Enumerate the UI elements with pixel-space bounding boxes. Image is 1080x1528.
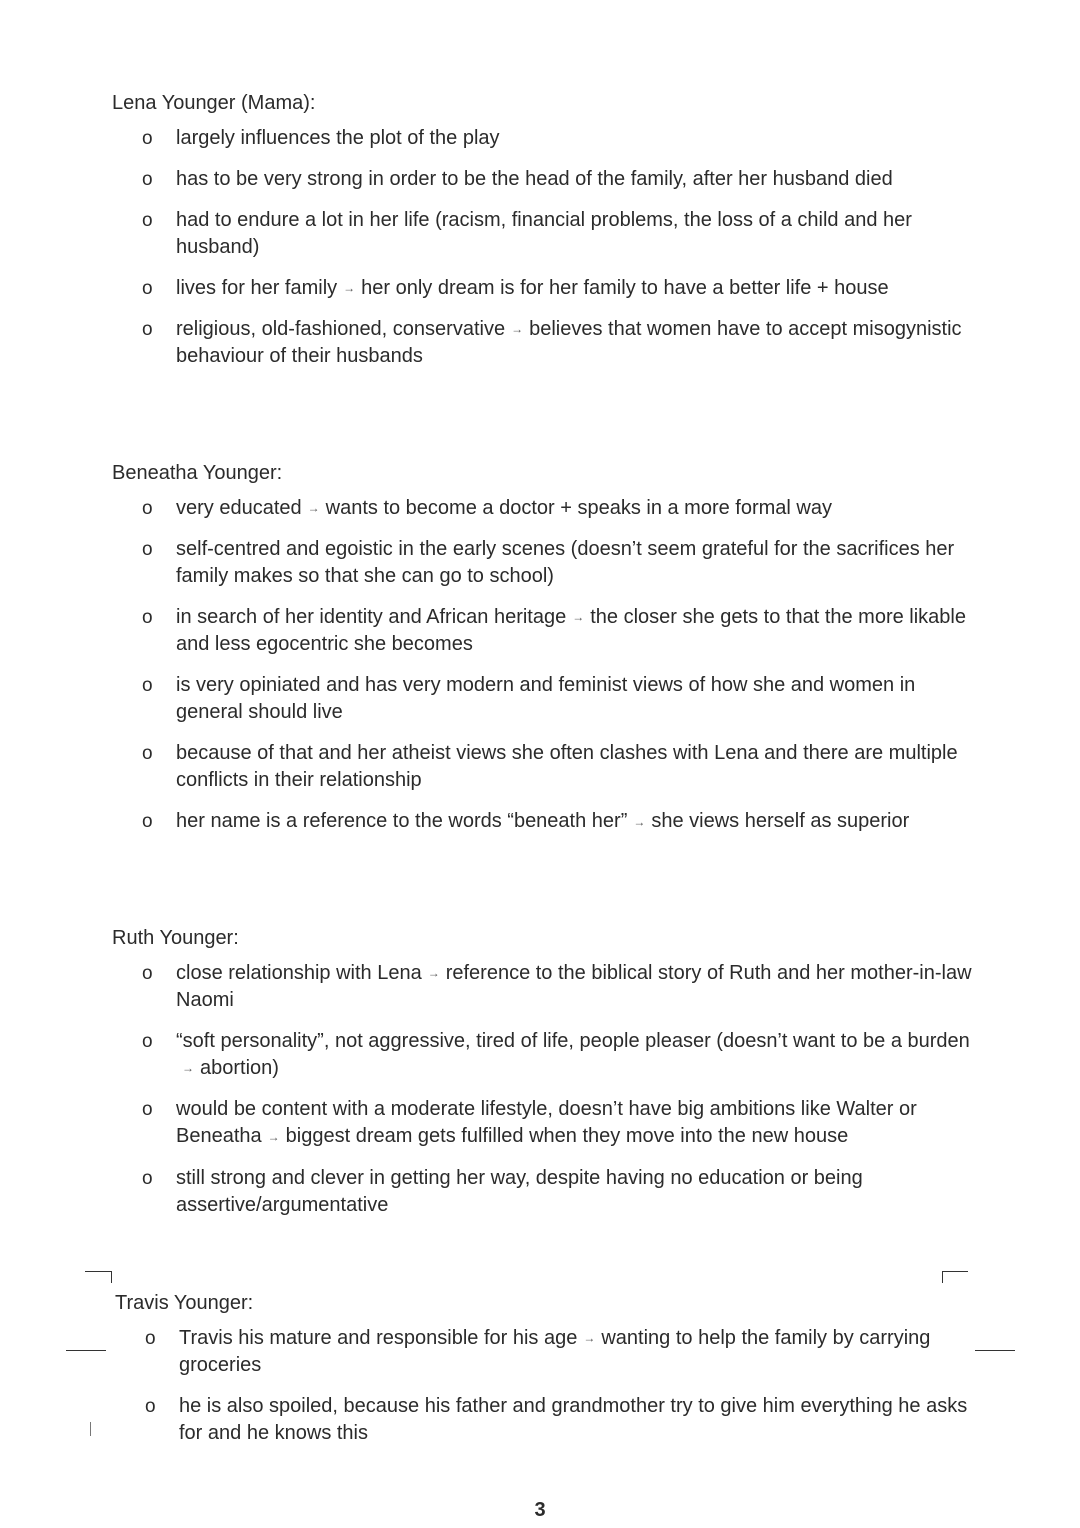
bullet-marker: o — [142, 1031, 153, 1053]
list-item — [112, 1028, 972, 1082]
arrow-icon: → — [633, 814, 646, 829]
item-text-continued: wanting to help the family by carrying groceries — [179, 1327, 931, 1377]
list-item — [112, 536, 972, 590]
list-item — [112, 125, 972, 152]
section-travis — [115, 1289, 975, 1461]
item-text: Travis his mature and responsible for his age — [179, 1327, 578, 1349]
bullet-marker: o — [142, 210, 153, 231]
bullet-list — [112, 960, 972, 1219]
list-item — [115, 1393, 975, 1447]
crop-mark-top-right — [942, 1271, 968, 1272]
bullet-marker: o — [142, 811, 153, 833]
section-title: Travis Younger: — [115, 1292, 254, 1314]
item-text-continued: the closer she gets to that the more likable and less egocentric she becomes — [176, 606, 966, 656]
bullet-marker: o — [142, 607, 153, 629]
arrow-icon: → — [572, 610, 585, 625]
item-text-continued: wants to become a doctor + speaks in a more formal way — [325, 497, 832, 519]
arrow-icon: → — [427, 966, 440, 981]
section-beneatha — [112, 459, 972, 850]
bullet-marker: o — [142, 278, 153, 299]
list-item — [112, 740, 972, 794]
item-text: largely influences the plot of the play — [176, 127, 500, 149]
bullet-list — [115, 1325, 975, 1447]
list-item — [112, 166, 972, 193]
bullet-marker: o — [142, 1099, 153, 1121]
bullet-marker: o — [142, 675, 153, 697]
bullet-marker: o — [142, 319, 153, 341]
list-item — [112, 316, 972, 370]
arrow-icon: → — [307, 501, 320, 516]
arrow-icon: → — [343, 281, 356, 296]
item-text-continued: she views herself as superior — [651, 810, 910, 833]
bullet-marker: o — [142, 963, 153, 984]
list-item — [112, 207, 972, 261]
arrow-icon: → — [583, 1331, 596, 1346]
section-title: Beneatha Younger: — [112, 462, 283, 484]
item-text-continued: biggest dream gets fulfilled when they move into the new house — [285, 1125, 849, 1148]
item-text: lives for her family — [176, 277, 338, 299]
list-item — [112, 1165, 972, 1219]
item-text: because of that and her atheist views she often clashes with Lena and there are multiple conflicts in their relationship — [176, 742, 958, 792]
item-text: “soft personality”, not aggressive, tired of life, people pleaser (doesn’t want to be a burden — [176, 1030, 970, 1053]
item-text-continued: abortion) — [200, 1057, 279, 1080]
list-item — [112, 275, 972, 302]
item-text: he is also spoiled, because his father and grandmother try to give him everything he asks for and he knows this — [179, 1395, 968, 1445]
list-item — [112, 1096, 972, 1150]
arrow-icon: → — [267, 1129, 280, 1144]
section-title: Lena Younger (Mama): — [112, 92, 316, 114]
page-number: 3 — [534, 1499, 546, 1521]
bullet-marker: o — [142, 128, 153, 149]
item-text-continued: believes that women have to accept misogynistic behaviour of their husbands — [176, 318, 962, 368]
bullet-marker: o — [145, 1328, 156, 1349]
item-text: is very opiniated and has very modern and feminist views of how she and women in general should live — [176, 674, 916, 724]
crop-mark-top-left-vertical — [111, 1271, 112, 1283]
bullet-marker: o — [142, 169, 153, 190]
list-item — [112, 960, 972, 1014]
section-ruth — [112, 924, 972, 1233]
bullet-list — [112, 495, 972, 836]
crop-mark-top-left — [85, 1271, 111, 1272]
item-text: her name is a reference to the words “beneath her” — [176, 810, 628, 833]
bullet-list — [112, 125, 972, 370]
section-title: Ruth Younger: — [112, 927, 239, 949]
item-text-continued: reference to the biblical story of Ruth and her mother-in-law Naomi — [176, 962, 972, 1012]
bullet-marker: o — [142, 539, 153, 561]
edge-mark-left — [90, 1422, 91, 1436]
section-lena — [112, 89, 972, 384]
bullet-marker: o — [142, 498, 153, 519]
list-item — [112, 808, 972, 835]
crop-mark-top-right-vertical — [942, 1271, 943, 1283]
bullet-marker: o — [142, 1167, 153, 1189]
bullet-marker: o — [145, 1396, 156, 1418]
item-text: had to endure a lot in her life (racism, financial problems, the loss of a child and her husband) — [176, 209, 912, 258]
item-text-continued: her only dream is for her family to have a better life + house — [361, 277, 889, 299]
item-text: still strong and clever in getting her way, despite having no education or being assertive/argumentative — [176, 1166, 863, 1216]
item-text: very educated — [176, 497, 302, 519]
list-item — [112, 604, 972, 658]
list-item — [112, 672, 972, 726]
margin-line-left — [66, 1350, 106, 1351]
item-text: close relationship with Lena — [176, 962, 422, 984]
margin-line-right — [975, 1350, 1015, 1351]
item-text: religious, old-fashioned, conservative — [176, 318, 506, 341]
arrow-icon: → — [182, 1061, 194, 1076]
item-text: self-centred and egoistic in the early scenes (doesn’t seem grateful for the sacrifices her family makes so that she can go to school) — [176, 538, 955, 588]
bullet-marker: o — [142, 743, 153, 765]
item-text: would be content with a moderate lifestyle, doesn’t have big ambitions like Walter or Beneatha — [176, 1098, 917, 1148]
item-text: has to be very strong in order to be the head of the family, after her husband died — [176, 168, 893, 190]
list-item — [112, 495, 972, 522]
arrow-icon: → — [511, 322, 524, 337]
item-text: in search of her identity and African heritage — [176, 606, 567, 629]
list-item — [115, 1325, 975, 1379]
